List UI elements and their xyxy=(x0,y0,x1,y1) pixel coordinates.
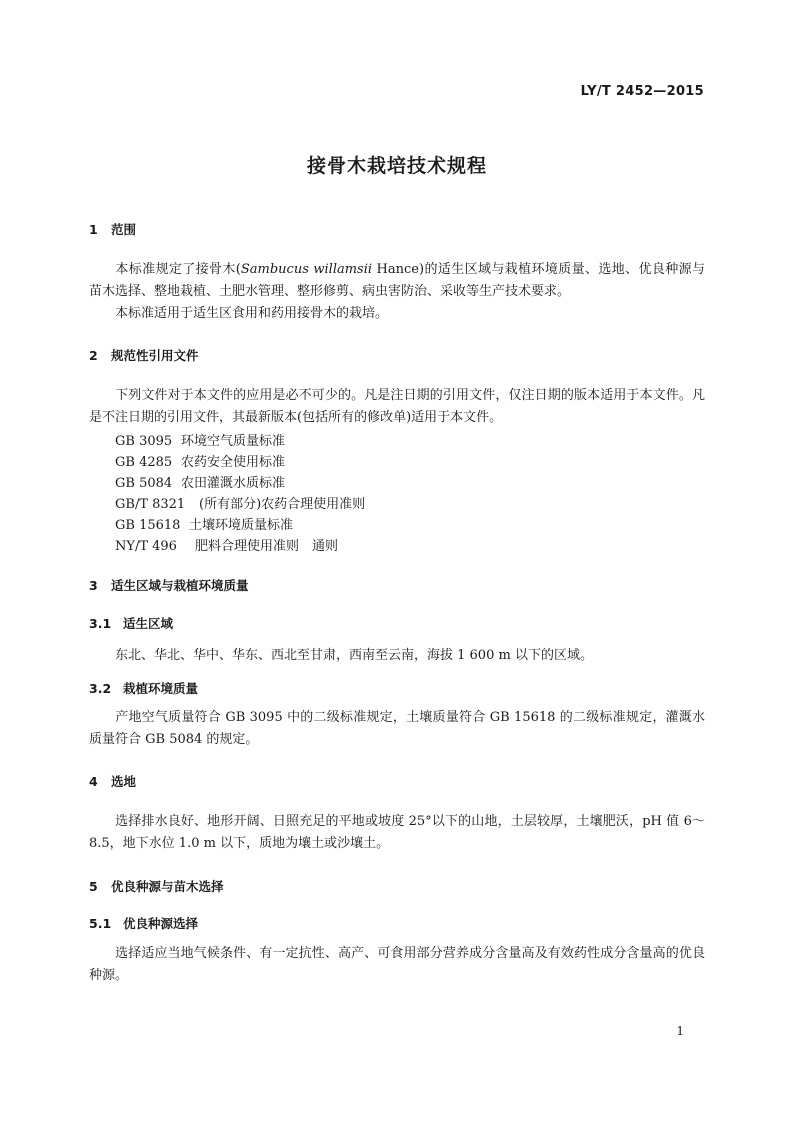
section-number: 1 xyxy=(89,222,98,237)
document-title: 接骨木栽培技术规程 xyxy=(306,155,487,177)
text-run: 本标准适用于适生区食用和药用接骨木的栽培。 xyxy=(115,306,389,321)
section-title: 优良种源与苗木选择 xyxy=(111,879,224,894)
section-number: 3.2 xyxy=(89,681,112,696)
reference-item xyxy=(115,514,293,533)
reference-code: GB 4285 xyxy=(115,455,173,470)
reference-name: (所有部分)农药合理使用准则 xyxy=(199,497,366,512)
text-run: Hance)的适生区域与栽植环境质量、选地、优良种源与苗木选择、整地栽植、土肥水管理、整形修剪、病虫害防治、采收等生产技术要求。 xyxy=(89,262,705,299)
section-2-intro xyxy=(89,385,705,429)
reference-item xyxy=(115,430,285,449)
text-run: 下列文件对于本文件的应用是必不可少的。凡是注日期的引用文件，仅注日期的版本适用于本文件。凡是不注日期的引用文件，其最新版本(包括所有的修改单)适用于本文件。 xyxy=(89,388,705,425)
section-1-paragraph-2 xyxy=(89,303,705,325)
section-title: 适生区域与栽植环境质量 xyxy=(111,578,249,593)
section-4-heading xyxy=(89,772,136,790)
reference-code: GB 15618 xyxy=(115,518,181,533)
reference-item xyxy=(115,451,285,470)
reference-name: 肥料合理使用准则 通则 xyxy=(195,539,339,554)
section-3-2-text xyxy=(89,707,705,751)
section-5-1-text xyxy=(89,943,705,987)
section-title: 选地 xyxy=(111,774,137,789)
reference-item xyxy=(115,535,338,554)
section-4-text xyxy=(89,811,705,855)
text-run: 产地空气质量符合 GB 3095 中的二级标准规定，土壤质量符合 GB 15618 的二级标准规定，灌溉水质量符合 GB 5084 的规定。 xyxy=(89,710,705,747)
section-5-1-heading xyxy=(89,914,198,932)
section-3-1-text xyxy=(89,645,705,667)
reference-name: 土壤环境质量标准 xyxy=(189,518,294,533)
section-title: 优良种源选择 xyxy=(123,916,199,931)
latin-name: Sambucus willamsii xyxy=(240,262,373,277)
reference-code: GB 5084 xyxy=(115,476,173,491)
section-3-1-heading xyxy=(89,614,173,632)
section-title: 栽植环境质量 xyxy=(123,681,199,696)
standard-code: LY/T 2452—2015 xyxy=(580,84,704,99)
section-title: 适生区域 xyxy=(123,616,174,631)
section-1-paragraph-1 xyxy=(89,259,705,303)
section-2-heading xyxy=(89,346,199,364)
section-3-2-heading xyxy=(89,679,198,697)
section-title: 范围 xyxy=(111,222,137,237)
section-title: 规范性引用文件 xyxy=(111,348,199,363)
section-number: 3 xyxy=(89,578,98,593)
reference-name: 农药安全使用标准 xyxy=(181,455,286,470)
text-run: 东北、华北、华中、华东、西北至甘肃，西南至云南，海拔 1 600 m 以下的区域。 xyxy=(115,648,593,663)
reference-item xyxy=(115,493,365,512)
reference-code: GB/T 8321 xyxy=(115,497,186,512)
section-5-heading xyxy=(89,877,224,895)
section-number: 5.1 xyxy=(89,916,112,931)
text-run: 本标准规定了接骨木( xyxy=(115,262,241,277)
section-number: 3.1 xyxy=(89,616,112,631)
section-number: 4 xyxy=(89,774,98,789)
reference-item xyxy=(115,472,285,491)
reference-code: GB 3095 xyxy=(115,434,173,449)
text-run: 选择排水良好、地形开阔、日照充足的平地或坡度 25°以下的山地，土层较厚，土壤肥沃，pH 值 6～8.5，地下水位 1.0 m 以下，质地为壤土或沙壤土。 xyxy=(89,814,705,851)
reference-name: 农田灌溉水质标准 xyxy=(181,476,286,491)
reference-code: NY/T 496 xyxy=(115,539,177,554)
section-number: 2 xyxy=(89,348,98,363)
section-number: 5 xyxy=(89,879,98,894)
reference-name: 环境空气质量标准 xyxy=(181,434,286,449)
page-number: 1 xyxy=(676,1024,684,1038)
section-3-heading xyxy=(89,576,249,594)
section-1-heading xyxy=(89,220,136,238)
text-run: 选择适应当地气候条件、有一定抗性、高产、可食用部分营养成分含量高及有效药性成分含量高的优良种源。 xyxy=(89,946,705,983)
